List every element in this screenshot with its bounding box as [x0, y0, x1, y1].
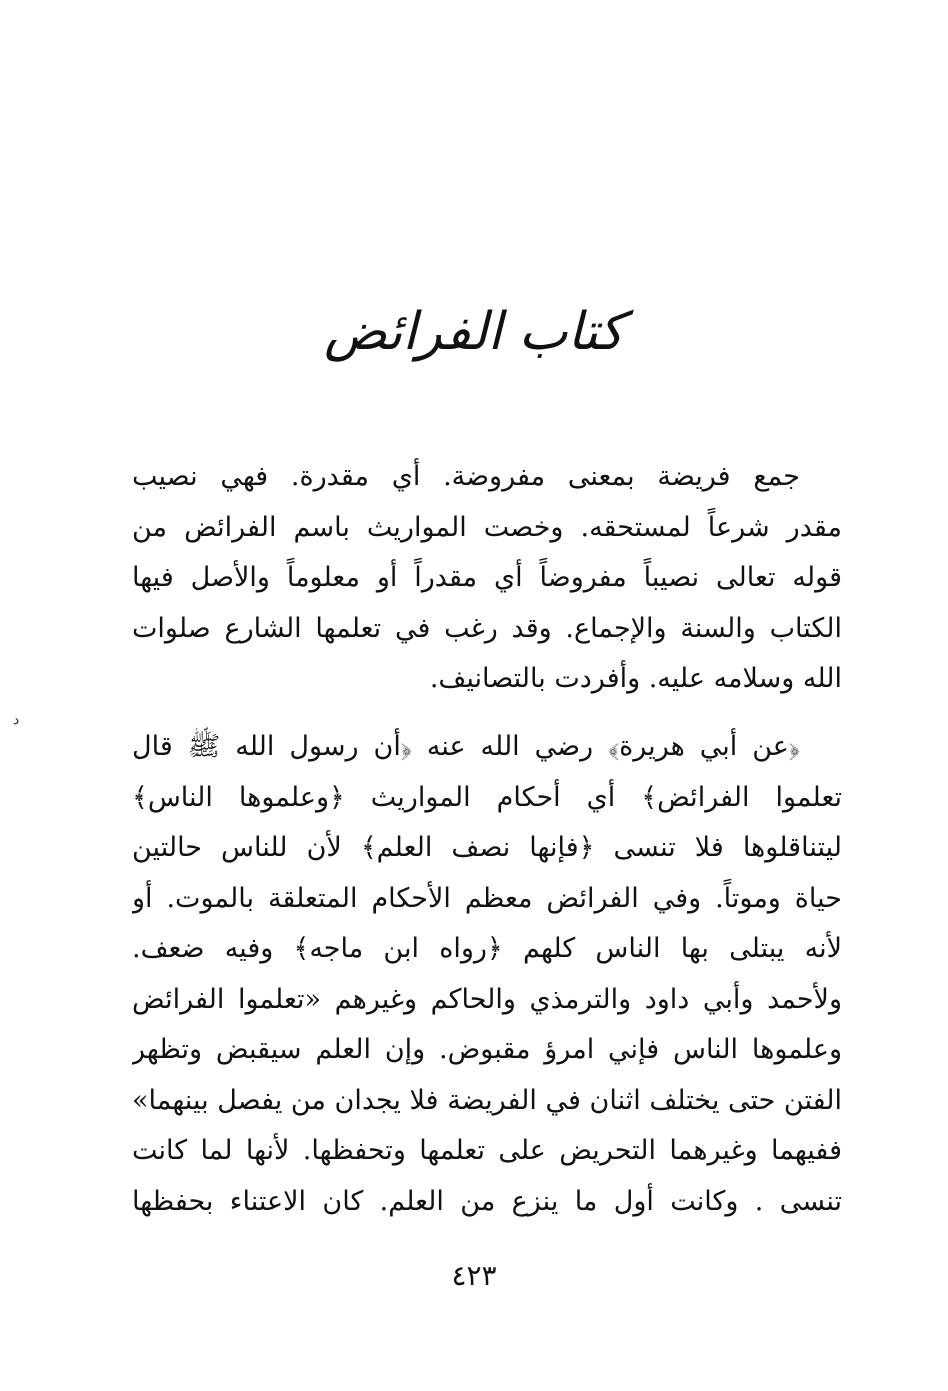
text-line: ليتناقلوها فلا تنسى ﴿فإنها نصف العلم﴾ لأن للناس حالتين [132, 832, 842, 863]
text-line: الكتاب والسنة والإجماع. وقد رغب في تعلمها الشارع صلوات [132, 612, 842, 644]
text-line: وعلموها الناس فإني امرؤ مقبوض. وإن العلم سيقبض وتظهر [132, 1034, 842, 1065]
text-line: تنسى . وكانت أول ما ينزع من العلم. كان الاعتناء بحفظها [132, 1185, 842, 1217]
text-line: الله وسلامه عليه. وأفردت بالتصانيف. [429, 663, 842, 694]
paragraph-intro [132, 452, 842, 705]
text-line: مقدر شرعاً لمستحقه. وخصت المواريث باسم الفرائض من [132, 511, 842, 543]
text-line: ففيهما وغيرهما التحريض على تعلمها وتحفظها. لأنها لما كانت [132, 1135, 842, 1166]
margin-mark: د [13, 712, 20, 728]
text-line: لأنه يبتلى بها الناس كلهم ﴿رواه ابن ماجه﴾ وفيه ضعف. [132, 933, 842, 964]
text-line: ﴿عن أبي هريرة﴾ رضي الله عنه ﴿أن رسول الله ﷺ قال [132, 731, 800, 762]
page-number: ٤٢٣ [451, 1259, 497, 1292]
chapter-title: كتاب الفرائض [324, 302, 624, 362]
text-line: جمع فريضة بمعنى مفروضة. أي مقدرة. فهي نصيب [132, 461, 800, 492]
text-line: ولأحمد وأبي داود والترمذي والحاكم وغيرهم «تعلموا الفرائض [132, 983, 842, 1015]
text-line: الفتن حتى يختلف اثنان في الفريضة فلا يجدان من يفصل بينهما» [132, 1084, 842, 1116]
text-line: حياة وموتاً. وفي الفرائض معظم الأحكام المتعلقة بالموت. أو [132, 882, 842, 914]
paragraph-hadith [132, 722, 842, 1227]
text-line: تعلموا الفرائض﴾ أي أحكام المواريث ﴿وعلموها الناس﴾ [132, 781, 842, 813]
text-line: قوله تعالى نصيباً مفروضاً أي مقدراً أو معلوماً والأصل فيها [132, 562, 842, 593]
